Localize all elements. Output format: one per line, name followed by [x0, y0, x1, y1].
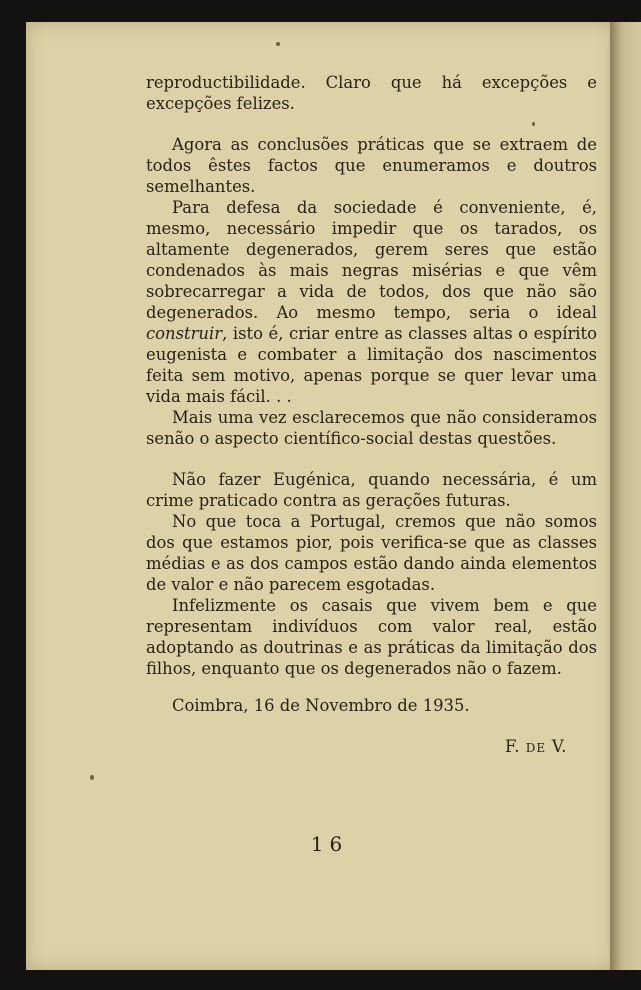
paragraph: [146, 197, 597, 407]
body-text: [146, 72, 597, 759]
emphasis: construir: [146, 324, 223, 343]
paragraph-text: , isto é, criar entre as classes altas o espírito eugenista e combater a limitação dos nascimentos feita sem motivo, apenas porque se quer levar uma vida mais fácil. . .: [146, 324, 597, 406]
dateline: Coimbra, 16 de Novembro de 1935.: [172, 696, 470, 715]
paragraph: Mais uma vez esclarecemos que não consideramos senão o aspecto científico-social destas questões.: [146, 408, 597, 448]
paragraph: Infelizmente os casais que vivem bem e que representam indivíduos com valor real, estão adoptando as doutrinas e as práticas da limitação dos filhos, enquanto que os degenerados não o fazem.: [146, 596, 597, 678]
paragraph: Agora as conclusões práticas que se extraem de todos êstes factos que enumeramos e doutros semelhantes.: [146, 135, 597, 196]
paragraph: reproductibilidade. Claro que há excepções e excepções felizes.: [146, 73, 597, 113]
paragraph: No que toca a Portugal, cremos que não somos dos que estamos pior, pois verifica-se que as classes médias e as dos campos estão dando ainda elementos de valor e não parecem esgotadas.: [146, 512, 597, 594]
paper-speck: [276, 42, 280, 46]
signature: [146, 736, 567, 759]
signature-initial: V.: [551, 737, 567, 756]
paper-speck: [90, 775, 94, 780]
paragraph: Não fazer Eugénica, quando necessária, é um crime praticado contra as gerações futuras.: [146, 470, 597, 510]
signature-initial: F.: [504, 737, 520, 756]
paragraph-text: Para defesa da sociedade é conveniente, é, mesmo, necessário impedir que os tarados, os altamente degenerados, gerem seres que estão condenados às mais negras misérias e que vêm sobrecarregar a vida de todos, dos que não são degenerados. Ao mesmo tempo, seria o ideal: [146, 198, 597, 322]
signature-particle: DE: [525, 741, 547, 755]
page-number: 16: [310, 832, 349, 856]
next-page-edge: [610, 22, 641, 970]
